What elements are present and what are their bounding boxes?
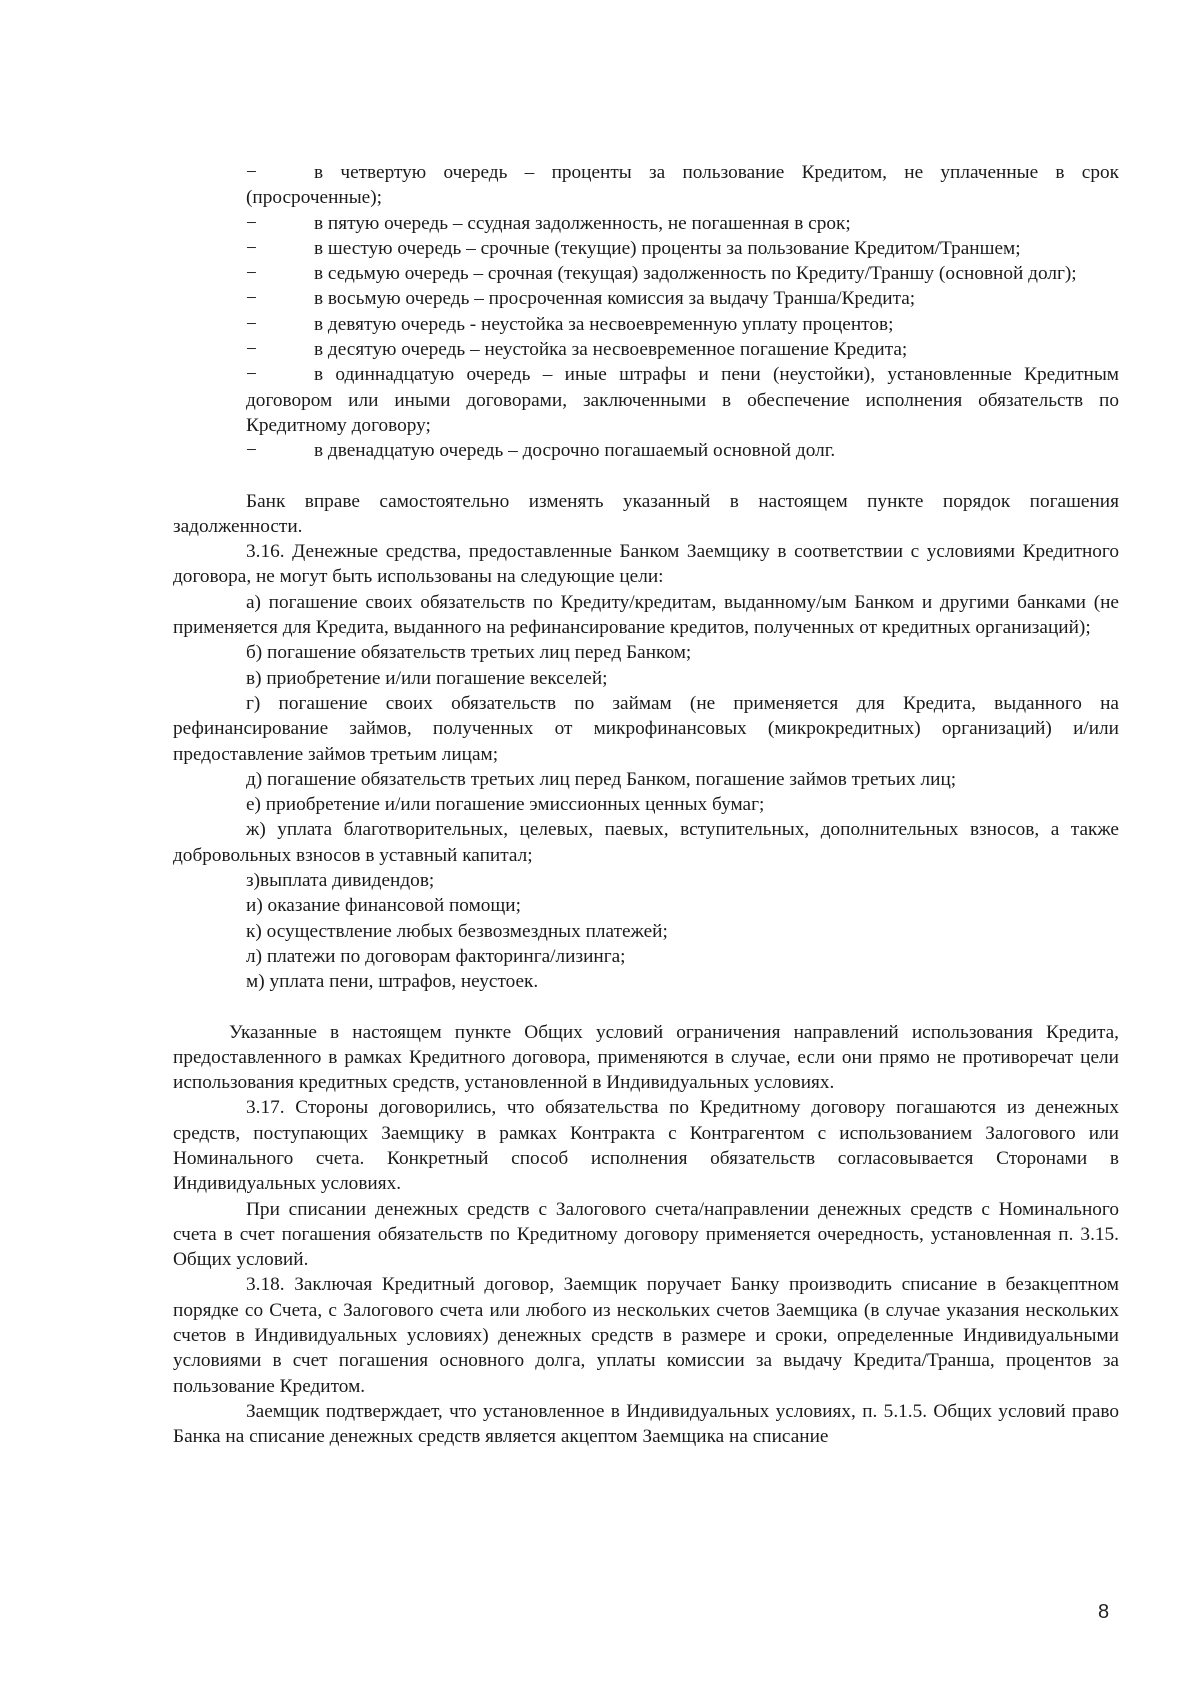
purpose-item-k: к) осуществление любых безвозмездных платежей; bbox=[246, 920, 668, 942]
purpose-item-z: з)выплата дивидендов; bbox=[246, 870, 435, 892]
queue-item-text: в восьмую очередь – просроченная комиссия за выдачу Транша/Кредита; bbox=[314, 288, 916, 310]
paragraph-3-17: 3.17. Стороны договорились, что обязательства по Кредитному договору погашаются из денежных средств, поступающих Заемщику в рамках Контракта с Контрагентом с использованием Залогового или Номинального счета. Конкретный способ исполнения обязательств согласовывается Сторонами в Индивидуальных условиях. bbox=[173, 1097, 1119, 1195]
purpose-item-g: г) погашение своих обязательств по займам (не применяется для Кредита, выданного на рефинансирование займов, полученных от микрофинансовых (микрокредитных) организаций) и/или предоставление займов третьим лицам; bbox=[173, 692, 1119, 765]
queue-item-11 bbox=[173, 362, 1119, 438]
purpose-item-zh: ж) уплата благотворительных, целевых, паевых, вступительных, дополнительных взносов, а также добровольных взносов в уставный капитал; bbox=[173, 819, 1119, 866]
list-dash: − bbox=[246, 440, 257, 462]
paragraph-3-18: 3.18. Заключая Кредитный договор, Заемщик поручает Банку производить списание в безакцептном порядке со Счета, с Залогового счета или любого из нескольких счетов Заемщика (в случае указания нескольких счетов в Индивидуальных условиях) денежных средств в размере и сроки, определенные Индивидуальными условиями в счет погашения основного долга, уплаты комиссии за выдачу Кредита/Транша, процентов за пользование Кредитом. bbox=[173, 1274, 1119, 1397]
queue-item-8 bbox=[173, 286, 1119, 311]
paragraph-confirm: Заемщик подтверждает, что установленное в Индивидуальных условиях, п. 5.1.5. Общих условий право Банка на списание денежных средств является акцептом Заемщика на списание bbox=[173, 1400, 1119, 1448]
list-dash: − bbox=[246, 339, 257, 361]
purpose-item-l: л) платежи по договорам факторинга/лизинга; bbox=[246, 945, 626, 967]
paragraph-3-16: 3.16. Денежные средства, предоставленные Банком Заемщику в соответствии с условиями Кредитного договора, не могут быть использованы на следующие цели: bbox=[173, 541, 1119, 588]
list-dash: − bbox=[246, 237, 257, 259]
list-dash: − bbox=[246, 313, 257, 335]
paragraph-gap bbox=[173, 995, 1119, 1020]
purpose-item-i: и) оказание финансовой помощи; bbox=[246, 895, 521, 917]
paragraph-bank-right: Банк вправе самостоятельно изменять указанный в настоящем пункте порядок погашения задолженности. bbox=[173, 490, 1119, 537]
paragraph-gap bbox=[173, 464, 1119, 489]
list-dash: − bbox=[246, 162, 257, 183]
purpose-item-a: а) погашение своих обязательств по Кредиту/кредитам, выданному/ым Банком и другими банками (не применяется для Кредита, выданного на рефинансирование кредитов, полученных от кредитных организаций); bbox=[173, 591, 1119, 639]
queue-item-text: в седьмую очередь – срочная (текущая) задолженность по Кредиту/Траншу (основной долг); bbox=[314, 263, 1077, 285]
queue-item-text: в шестую очередь – срочные (текущие) проценты за пользование Кредитом/Траншем; bbox=[314, 237, 1021, 259]
list-dash: − bbox=[246, 364, 257, 386]
document-body bbox=[173, 160, 1119, 1450]
purpose-item-m: м) уплата пени, штрафов, неустоек. bbox=[246, 971, 539, 993]
queue-item-text: в двенадцатую очередь – досрочно погашаемый основной долг. bbox=[314, 440, 836, 462]
queue-item-6 bbox=[173, 236, 1119, 261]
queue-item-text: в одиннадцатую очередь – иные штрафы и пени (неустойки), установленные Кредитным договором или иными договорами, заключенными в обеспечение исполнения обязательств по Кредитному договору; bbox=[246, 364, 1119, 436]
page-number: 8 bbox=[1098, 1601, 1110, 1623]
queue-item-9 bbox=[173, 312, 1119, 337]
list-dash: − bbox=[246, 212, 257, 234]
queue-item-12 bbox=[173, 438, 1119, 463]
queue-item-text: в четвертую очередь – проценты за пользование Кредитом, не уплаченные в срок (просроченные); bbox=[246, 162, 1119, 209]
purpose-item-v: в) приобретение и/или погашение векселей; bbox=[246, 667, 608, 689]
queue-item-4 bbox=[173, 160, 1119, 211]
queue-item-text: в девятую очередь - неустойка за несвоевременную уплату процентов; bbox=[314, 313, 894, 335]
paragraph-restrictions: Указанные в настоящем пункте Общих условий ограничения направлений использования Кредита, предоставленного в рамках Кредитного договора, применяются в случае, если они прямо не противоречат цели использования кредитных средств, установленной в Индивидуальных условиях. bbox=[173, 1021, 1119, 1094]
queue-item-text: в пятую очередь – ссудная задолженность, не погашенная в срок; bbox=[314, 212, 851, 234]
purpose-item-b: б) погашение обязательств третьих лиц перед Банком; bbox=[246, 642, 692, 664]
queue-item-5 bbox=[173, 211, 1119, 236]
queue-item-10 bbox=[173, 337, 1119, 362]
purpose-item-d: д) погашение обязательств третьих лиц перед Банком, погашение займов третьих лиц; bbox=[246, 768, 957, 790]
paragraph-write-off: При списании денежных средств с Залогового счета/направлении денежных средств с Номинального счета в счет погашения обязательств по Кредитному договору применяется очередность, установленная п. 3.15. Общих условий. bbox=[173, 1198, 1119, 1271]
queue-item-7 bbox=[173, 261, 1119, 286]
list-dash: − bbox=[246, 288, 257, 310]
purpose-item-e: е) приобретение и/или погашение эмиссионных ценных бумаг; bbox=[246, 794, 765, 816]
queue-item-text: в десятую очередь – неустойка за несвоевременное погашение Кредита; bbox=[314, 339, 908, 361]
list-dash: − bbox=[246, 263, 257, 285]
